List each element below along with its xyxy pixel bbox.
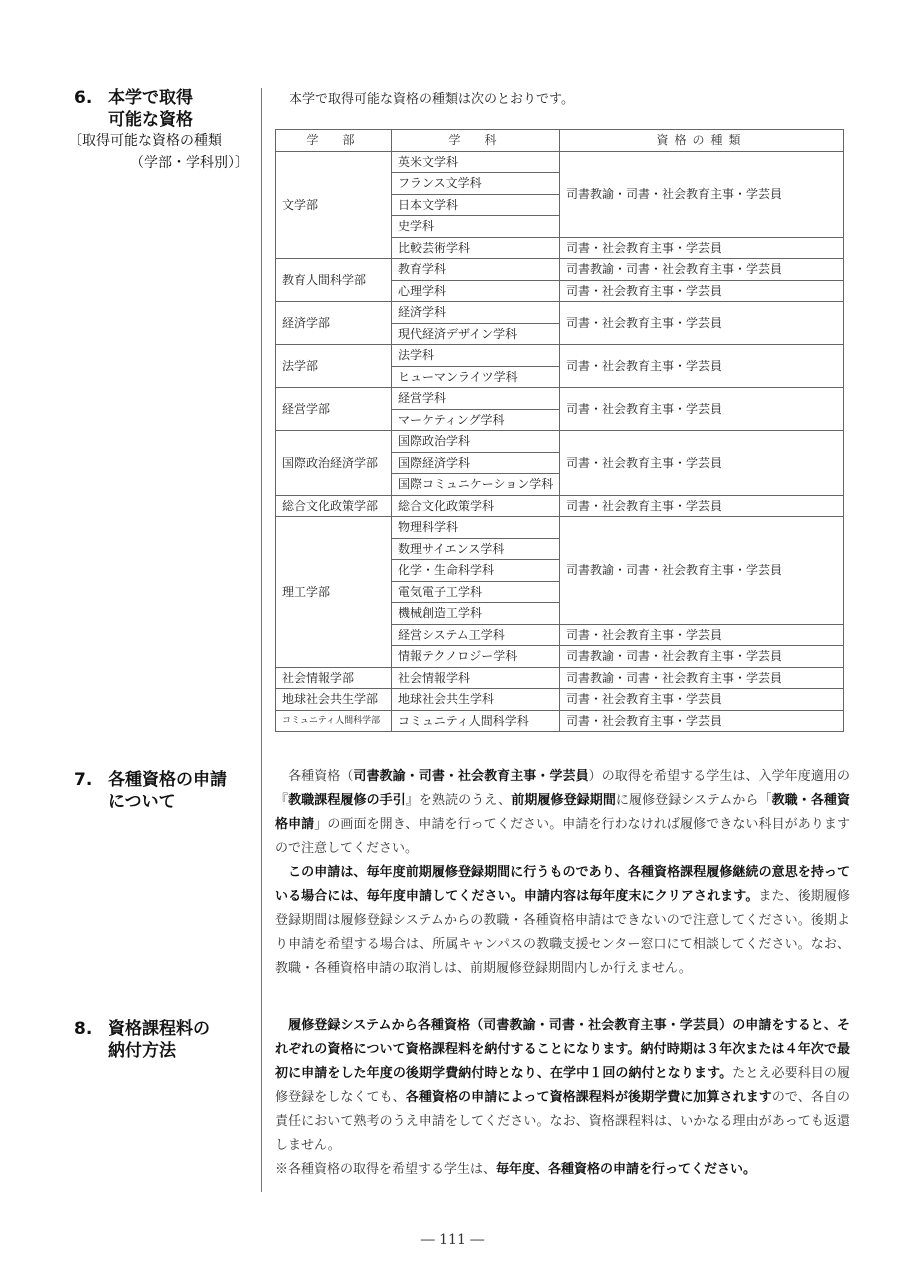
faculty-cell: 社会情報学部 bbox=[276, 667, 392, 689]
department-cell: 英米文学科 bbox=[392, 151, 560, 173]
faculty-cell: 経営学部 bbox=[276, 388, 392, 431]
section-6-title bbox=[74, 87, 193, 131]
qualification-cell: 司書・社会教育主事・学芸員 bbox=[560, 689, 844, 711]
text-span: 』を熟読のうえ、 bbox=[405, 793, 512, 808]
section-8-number: 8. bbox=[74, 1019, 93, 1039]
qualification-cell: 司書教諭・司書・社会教育主事・学芸員 bbox=[560, 517, 844, 625]
department-cell: 経営システム工学科 bbox=[392, 624, 560, 646]
qualification-cell: 司書・社会教育主事・学芸員 bbox=[560, 710, 844, 732]
section-8-paragraph-1 bbox=[275, 1014, 850, 1158]
bold-text: この申請は、毎年度前期履修登録期間に行うものであり、各種資格課程履修継続の意思を持っている場合には、毎年度申請してください。申請内容は毎年度末にクリアされます。 bbox=[275, 865, 850, 904]
department-cell: 機械創造工学科 bbox=[392, 603, 560, 625]
department-cell: 法学科 bbox=[392, 345, 560, 367]
department-cell: 電気電子工学科 bbox=[392, 581, 560, 603]
section-7-paragraph-2 bbox=[275, 861, 850, 981]
section-7-title-line2: について bbox=[108, 792, 176, 812]
department-cell: 日本文学科 bbox=[392, 194, 560, 216]
department-cell: 比較芸術学科 bbox=[392, 237, 560, 259]
text-span: 」の画面を開き、申請を行ってください。申請を行わなければ履修できない科目がありますので注意してください。 bbox=[275, 817, 850, 856]
department-cell: 現代経済デザイン学科 bbox=[392, 323, 560, 345]
section-8-body bbox=[275, 1014, 850, 1182]
bold-text: 教職・各種資格申請 bbox=[275, 793, 850, 832]
faculty-cell: 経済学部 bbox=[276, 302, 392, 345]
section-8-title-line2: 納付方法 bbox=[108, 1041, 176, 1061]
qualification-cell: 司書教諭・司書・社会教育主事・学芸員 bbox=[560, 259, 844, 281]
text-span: ）の取得を希望する学生は、入学年度適用の『 bbox=[275, 769, 850, 808]
qualification-cell: 司書・社会教育主事・学芸員 bbox=[560, 280, 844, 302]
section-8-title-line1: 資格課程料の bbox=[108, 1019, 210, 1039]
department-cell: 総合文化政策学科 bbox=[392, 495, 560, 517]
qualification-table bbox=[275, 129, 844, 732]
table-row bbox=[276, 689, 844, 711]
header-qualification: 資格の種類 bbox=[560, 130, 844, 152]
qualification-cell: 司書・社会教育主事・学芸員 bbox=[560, 495, 844, 517]
department-cell: 化学・生命科学科 bbox=[392, 560, 560, 582]
section-8-title bbox=[74, 1018, 210, 1062]
faculty-cell: コミュニティ人間科学部 bbox=[276, 710, 392, 732]
bold-text: 各種資格の申請によって資格課程料が後期学費に加算されます bbox=[405, 1090, 772, 1105]
department-cell: マーケティング学科 bbox=[392, 409, 560, 431]
department-cell: 国際コミュニケーション学科 bbox=[392, 474, 560, 496]
faculty-cell: 文学部 bbox=[276, 151, 392, 259]
section-7-number: 7. bbox=[74, 770, 93, 790]
bold-text: 履修登録システムから各種資格（司書教諭・司書・社会教育主事・学芸員）の申請をすると、それぞれの資格について資格課程料を納付することになります。納付時期は３年次または４年次で最初に申請をした年度の後期学費納付時となり、在学中１回の納付となります。 bbox=[275, 1018, 850, 1081]
department-cell: 数理サイエンス学科 bbox=[392, 538, 560, 560]
qualification-cell: 司書・社会教育主事・学芸員 bbox=[560, 624, 844, 646]
qualification-cell: 司書教諭・司書・社会教育主事・学芸員 bbox=[560, 646, 844, 668]
department-cell: 心理学科 bbox=[392, 280, 560, 302]
section-8-paragraph-2 bbox=[275, 1158, 850, 1182]
bold-text: 司書教諭・司書・社会教育主事・学芸員 bbox=[353, 769, 589, 784]
section-6-subtitle-line1: 〔取得可能な資格の種類 bbox=[68, 133, 222, 149]
section-7-paragraph-1 bbox=[275, 765, 850, 861]
table-row bbox=[276, 667, 844, 689]
text-span: 各種資格（ bbox=[288, 769, 354, 784]
section-6-subtitle-line2: （学部・学科別）〕 bbox=[130, 155, 249, 171]
page-number: ― 111 ― bbox=[420, 1232, 485, 1248]
department-cell: 史学科 bbox=[392, 216, 560, 238]
text-span: たとえ必要科目の履修登録をしなくても、 bbox=[275, 1066, 850, 1105]
text-span: また、後期履修登録期間は履修登録システムからの教職・各種資格申請はできないので注意してください。後期より申請を希望する場合は、所属キャンパスの教職支援センター窓口にて相談してください。なお、教職・各種資格申請の取消しは、前期履修登録期間内しか行えません。 bbox=[275, 889, 850, 976]
table-row bbox=[276, 259, 844, 281]
faculty-cell: 国際政治経済学部 bbox=[276, 431, 392, 496]
table-row bbox=[276, 495, 844, 517]
section-7-body bbox=[275, 765, 850, 981]
bold-text: 教職課程履修の手引 bbox=[288, 793, 406, 808]
table-row bbox=[276, 517, 844, 539]
qualification-cell: 司書教諭・司書・社会教育主事・学芸員 bbox=[560, 151, 844, 237]
faculty-cell: 理工学部 bbox=[276, 517, 392, 668]
faculty-cell: 地球社会共生学部 bbox=[276, 689, 392, 711]
department-cell: ヒューマンライツ学科 bbox=[392, 366, 560, 388]
qualification-cell: 司書・社会教育主事・学芸員 bbox=[560, 388, 844, 431]
text-span: に履修登録システムから「 bbox=[615, 793, 772, 808]
section-7-title bbox=[74, 769, 227, 813]
header-department: 学 科 bbox=[392, 130, 560, 152]
qualification-cell: 司書・社会教育主事・学芸員 bbox=[560, 237, 844, 259]
text-span: ※各種資格の取得を希望する学生は、 bbox=[275, 1162, 497, 1177]
table-row bbox=[276, 345, 844, 367]
department-cell: コミュニティ人間科学科 bbox=[392, 710, 560, 732]
department-cell: フランス文学科 bbox=[392, 173, 560, 195]
section-6-number: 6. bbox=[74, 88, 93, 108]
department-cell: 社会情報学科 bbox=[392, 667, 560, 689]
qualification-cell: 司書・社会教育主事・学芸員 bbox=[560, 345, 844, 388]
table-header-row bbox=[276, 130, 844, 152]
department-cell: 教育学科 bbox=[392, 259, 560, 281]
department-cell: 経営学科 bbox=[392, 388, 560, 410]
table-row bbox=[276, 151, 844, 173]
table-row bbox=[276, 302, 844, 324]
section-6-intro: 本学で取得可能な資格の種類は次のとおりです。 bbox=[289, 92, 574, 107]
qualification-cell: 司書教諭・司書・社会教育主事・学芸員 bbox=[560, 667, 844, 689]
department-cell: 国際政治学科 bbox=[392, 431, 560, 453]
department-cell: 地球社会共生学科 bbox=[392, 689, 560, 711]
table-row bbox=[276, 388, 844, 410]
section-7-title-line1: 各種資格の申請 bbox=[108, 770, 227, 790]
qualification-cell: 司書・社会教育主事・学芸員 bbox=[560, 302, 844, 345]
department-cell: 情報テクノロジー学科 bbox=[392, 646, 560, 668]
faculty-cell: 総合文化政策学部 bbox=[276, 495, 392, 517]
faculty-cell: 法学部 bbox=[276, 345, 392, 388]
section-6-title-line1: 本学で取得 bbox=[108, 88, 193, 108]
bold-text: 前期履修登録期間 bbox=[511, 793, 616, 808]
qualification-cell: 司書・社会教育主事・学芸員 bbox=[560, 431, 844, 496]
text-span: ので、各自の責任において熟考のうえ申請をしてください。なお、資格課程料は、いかなる理由があっても返還しません。 bbox=[275, 1090, 850, 1153]
vertical-divider bbox=[261, 88, 262, 1192]
bold-text: 毎年度、各種資格の申請を行ってください。 bbox=[496, 1162, 757, 1177]
department-cell: 国際経済学科 bbox=[392, 452, 560, 474]
department-cell: 経済学科 bbox=[392, 302, 560, 324]
header-faculty: 学 部 bbox=[276, 130, 392, 152]
table-row bbox=[276, 710, 844, 732]
faculty-cell: 教育人間科学部 bbox=[276, 259, 392, 302]
section-6-title-line2: 可能な資格 bbox=[108, 110, 193, 130]
department-cell: 物理科学科 bbox=[392, 517, 560, 539]
table-row bbox=[276, 431, 844, 453]
